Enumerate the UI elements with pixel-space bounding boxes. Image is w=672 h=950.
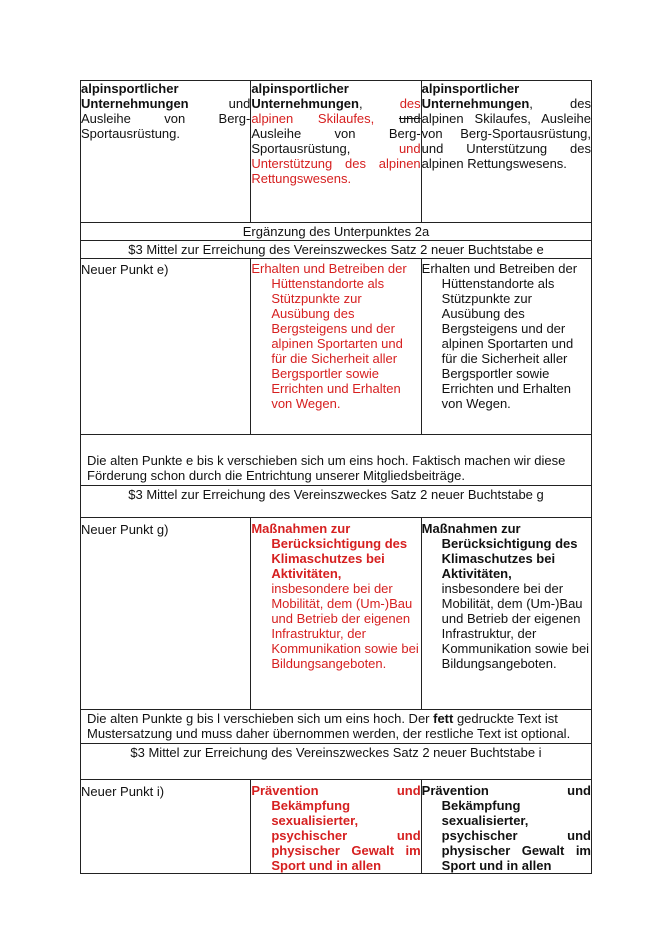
row-g-changes-text <box>251 521 420 671</box>
unchanged-text: Ausleihe von Berg-Sportausrüstung, <box>251 126 421 156</box>
table-row-continuation <box>81 81 592 223</box>
row-i-changes-bold: Prävention und Bekämpfung sexualisierter, psychischer und physischer Gewalt im Sport und in allen <box>251 783 421 873</box>
row-g-changes-rest: insbesondere bei der Mobilität, dem (Um-)Bau und Betrieb der eigenen Infrastruktur, der Kommunikation sowie bei Bildungsangeboten. <box>271 581 419 671</box>
row-g-label: Neuer Punkt g) <box>81 518 251 710</box>
row-e-new-text: Erhalten und Betreiben der Hüttenstandorte als Stützpunkte zur Ausübung des Bergsteigens und der alpinen Sportarten und für die Sicherheit aller Bergsportler sowie Errichten und Erhalten von Wegen. <box>421 261 578 411</box>
row-e-new-cell <box>421 259 591 435</box>
old-text-cell <box>81 81 251 223</box>
row-g-new-text <box>422 521 591 671</box>
new-text-bold: alpinsportlicher Unternehmungen <box>421 81 530 111</box>
section-heading-g: $3 Mittel zur Erreichung des Vereinszweckes Satz 2 neuer Buchtstabe g <box>81 486 592 518</box>
table-row-g <box>81 518 592 710</box>
row-i-changes-cell <box>251 780 421 874</box>
row-e-changes-text: Erhalten und Betreiben der Hüttenstandorte als Stützpunkte zur Ausübung des Bergsteigens und der alpinen Sportarten und für die Sicherheit aller Bergsportler sowie Errichten und Erhalten von Wegen. <box>251 261 407 411</box>
note-g-pre: Die alten Punkte g bis l verschieben sich um eins hoch. Der <box>87 711 434 726</box>
row-e-changes-cell <box>251 259 421 435</box>
deleted-text: und <box>398 111 421 126</box>
row-i-label: Neuer Punkt i) <box>81 780 251 874</box>
changes-cell <box>251 81 421 223</box>
amendment-table <box>80 80 592 874</box>
header-row-i <box>81 744 592 780</box>
section-heading-e: $3 Mittel zur Erreichung des Vereinszweckes Satz 2 neuer Buchtstabe e <box>81 241 592 259</box>
row-g-new-rest: insbesondere bei der Mobilität, dem (Um-)Bau und Betrieb der eigenen Infrastruktur, der Kommunikation sowie bei Bildungsangeboten. <box>441 581 590 671</box>
note-e: Die alten Punkte e bis k verschieben sich um eins hoch. Faktisch machen wir diese Förderung schon durch die Entrichtung unserer Mitgliedsbeiträge. <box>81 435 592 486</box>
row-e-label: Neuer Punkt e) <box>81 259 251 435</box>
note-g-post: gedruckte Text ist Mustersatzung und muss daher übernommen werden, der restliche Text ist optional. <box>87 711 571 741</box>
inserted-text-2: und Unterstützung des alpinen Rettungswesens. <box>251 141 421 186</box>
header-row-e <box>81 241 592 259</box>
note-g <box>81 710 592 744</box>
row-i-new-cell <box>421 780 591 874</box>
header-row-g <box>81 486 592 518</box>
new-text-cell <box>421 81 591 223</box>
table-row-i <box>81 780 592 874</box>
note-g-bold: fett <box>433 711 454 726</box>
row-g-changes-bold: Maßnahmen zur Berücksichtigung des Klimaschutzes bei Aktivitäten, <box>251 521 408 581</box>
note-row-g <box>81 710 592 744</box>
note-row-e <box>81 435 592 486</box>
changes-comma: , <box>358 96 363 111</box>
old-text-bold: alpinsportlicher Unternehmungen <box>81 81 189 111</box>
row-i-new-bold: Prävention und Bekämpfung sexualisierter, psychischer und physischer Gewalt im Sport und in allen <box>421 783 591 873</box>
row-i-changes-text <box>251 783 420 873</box>
new-text-rest: , des alpinen Skilaufes, Ausleihe von Berg-Sportausrüstung, und Unterstützung des alpinen Rettungswesens. <box>421 96 591 171</box>
changes-bold: alpinsportlicher Unternehmungen <box>251 81 359 111</box>
inserted-text-1: des alpinen Skilaufes, <box>251 96 421 126</box>
row-i-new-text <box>422 783 591 873</box>
old-text-rest: und Ausleihe von Berg-Sportausrüstung. <box>81 96 251 141</box>
section-heading-2a: Ergänzung des Unterpunktes 2a <box>81 223 592 241</box>
row-g-changes-cell <box>251 518 421 710</box>
section-heading-i: $3 Mittel zur Erreichung des Vereinszweckes Satz 2 neuer Buchtstabe i <box>81 744 592 780</box>
section-heading-row <box>81 223 592 241</box>
table-row-e <box>81 259 592 435</box>
row-g-new-bold: Maßnahmen zur Berücksichtigung des Klimaschutzes bei Aktivitäten, <box>421 521 578 581</box>
row-g-new-cell <box>421 518 591 710</box>
